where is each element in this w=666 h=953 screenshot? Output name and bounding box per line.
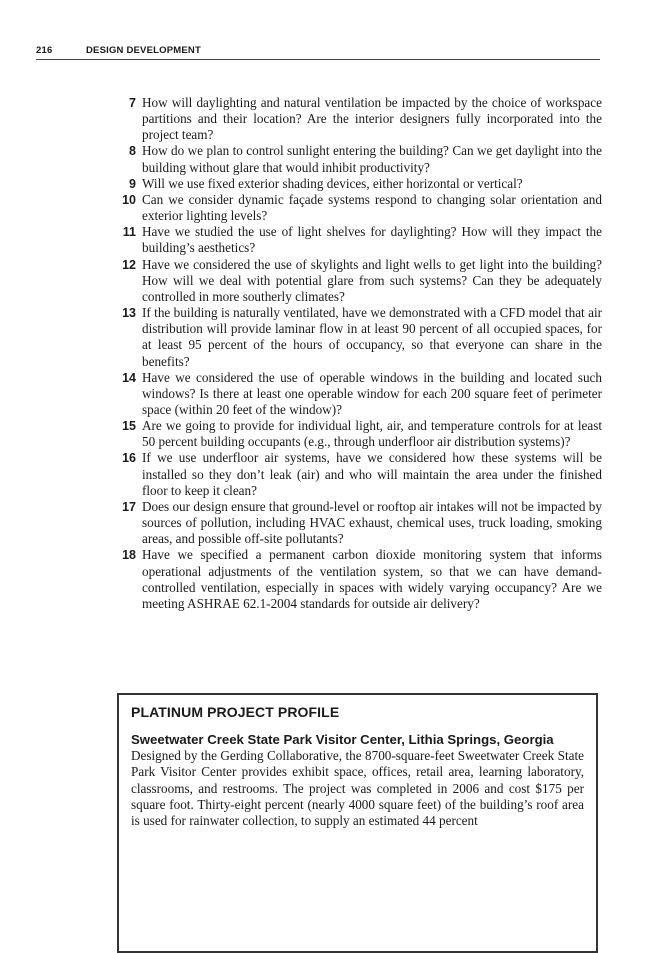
question-number: 14 <box>122 370 136 385</box>
question-number: 10 <box>122 192 136 207</box>
question-text: Does our design ensure that ground-level or rooftop air intakes will not be impacted by sources of pollution, including HVAC exhaust, chemical uses, truck loading, smoking areas, and possible off-site pollutants? <box>142 498 602 547</box>
question-text: Are we going to provide for individual light, air, and temperature controls for at least 50 percent building occupants (e.g., through underfloor air distribution systems)? <box>142 418 602 450</box>
question-text: Have we considered the use of skylights and light wells to get light into the building? How will we deal with potential glare from such systems? Can they be adequately controlled in more southerly climates? <box>142 256 602 304</box>
question-text: If we use underfloor air systems, have we considered how these systems will be installed so they don’t leak (air) and who will maintain the area under the finished floor to keep it clean? <box>142 450 602 498</box>
page-number: 216 <box>36 45 53 56</box>
question-text: Will we use fixed exterior shading devices, either horizontal or vertical? <box>142 175 523 191</box>
profile-title: PLATINUM PROJECT PROFILE <box>131 704 340 720</box>
question-item <box>108 95 602 143</box>
question-item <box>108 499 602 547</box>
question-text: How will daylighting and natural ventilation be impacted by the choice of workspace partitions and their location? Are the interior designers fully incorporated into the project team? <box>142 95 602 143</box>
question-item <box>108 224 602 256</box>
question-number: 18 <box>122 548 136 563</box>
section-title: DESIGN DEVELOPMENT <box>86 45 201 56</box>
question-list <box>108 95 602 612</box>
question-item <box>108 257 602 305</box>
question-number: 13 <box>122 306 136 321</box>
question-number: 12 <box>122 257 136 272</box>
question-number: 7 <box>129 96 136 110</box>
question-item <box>108 418 602 450</box>
question-number: 17 <box>122 499 136 514</box>
question-number: 8 <box>129 144 136 159</box>
question-text: How do we plan to control sunlight entering the building? Can we get daylight into the building without glare that would inhibit productivity? <box>142 143 602 175</box>
question-item <box>108 192 602 224</box>
question-number: 9 <box>129 176 136 191</box>
question-item <box>108 547 602 612</box>
project-profile-box <box>117 693 598 953</box>
question-text: Have we studied the use of light shelves for daylighting? How will they impact the building’s aesthetics? <box>142 224 602 256</box>
question-number: 16 <box>122 451 136 466</box>
question-text: Can we consider dynamic façade systems respond to changing solar orientation and exterior lighting levels? <box>142 191 602 224</box>
question-number: 11 <box>122 225 136 240</box>
question-text: If the building is naturally ventilated, have we demonstrated with a CFD model that air distribution will provide laminar flow in at least 90 percent of all occupied spaces, for at least 95 percent of the hours of occupancy, so that everyone can share in the benefits? <box>142 305 602 369</box>
running-header <box>36 44 600 60</box>
question-item <box>108 450 602 498</box>
question-item <box>108 305 602 370</box>
profile-body: Designed by the Gerding Collaborative, the 8700-square-feet Sweetwater Creek State Park Visitor Center provides exhibit space, offices, retail area, learning laboratory, classrooms, and restrooms. The project was completed in 2006 and cost $175 per square foot. Thirty-eight percent (nearly 4000 square feet) of the building’s roof area is used for rainwater collection, to supply an estimated 44 percent <box>131 748 584 829</box>
question-number: 15 <box>122 419 136 434</box>
question-item <box>108 143 602 175</box>
profile-subtitle: Sweetwater Creek State Park Visitor Center, Lithia Springs, Georgia <box>131 732 554 747</box>
question-item <box>108 176 602 192</box>
question-text: Have we specified a permanent carbon dioxide monitoring system that informs operational adjustments of the ventilation system, so that we can have demand-controlled ventilation, especially in spaces with widely varying occupancy? Are we meeting ASHRAE 62.1-2004 standards for outside air delivery? <box>142 547 602 611</box>
question-text: Have we considered the use of operable windows in the building and located such windows? Is there at least one operable window for each 200 square feet of perimeter space (within 20 feet of the window)? <box>142 369 602 417</box>
question-item <box>108 370 602 418</box>
